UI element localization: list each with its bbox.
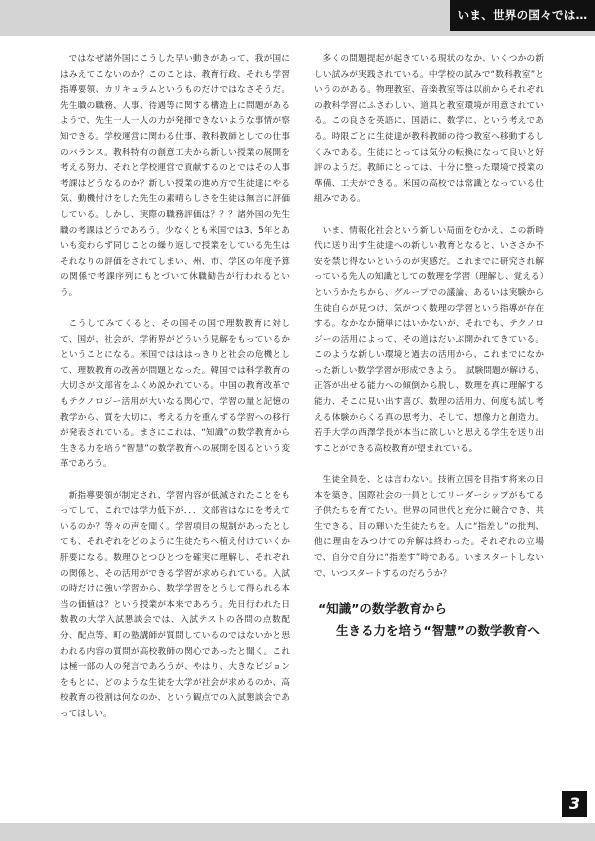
body-paragraph: こうしてみてくると、その国その国で理数教育に対して、国が、社会が、学術界がどういう見解をもっているかということになる。米国ではははっきりと社会の危機として、理数教育の改善が問題となった。韓国では科学教育の大切さが文部省をふくめ説かれている。中国の教育改革でもテクノロジー活用が大いなる関心で、学習の量と記憶の教学から、質を大切に、考える力を重んずる学習への移行が発表されている。まさにこれは、“知識”の数学教育から生きる力を培う“智慧”の数学教育への展開を図るという変革であろう。 xyxy=(60,319,290,470)
closing-heading-line2: 生きる力を培う“智慧”の数学教育へ xyxy=(336,623,540,639)
section-title-tab: いま、世界の国々では… xyxy=(450,0,595,31)
footer-band xyxy=(0,823,595,841)
closing-heading-line1: “知識”の数学教育から xyxy=(318,601,447,617)
body-paragraph: いま、情報化社会という新しい局面をむかえ、この新時代に送り出す生徒達への新しい教育となると、いささか不安を禁じ得ないというのが実感だ。これまでに研究され解っている先人の知識としての数理を学習（理解し、覚える）というかたちから、グループでの議論、あるいは実験から生徒自らが見つけ、気がつく数理の学習という指導が存在する。なかなか簡単にはいかないが、それでも、テクノロジーの活用によって、その道はだいぶ開かれてきている。このような新しい環境と過去の活用から、これまでになかった新しい数学学習が形成できよう。 試験問題が解ける、正答が出せる能力への傾倒から脱し、数理を真に理解する能力、そこに見い出す喜び、数理の活用力、何度も試し考える体験からくる真の思考力、そして、想像力と創造力。若手大学の西澤学長が本当に欲しいと思える学生を送り出すことができる高校教育が望まれている。 xyxy=(314,225,544,454)
body-paragraph: 多くの問題提起が起きている現状のなか、いくつかの新しい試みが実践されている。中学校の試みで“数科教室”というのがある。物理教室、音楽教室等は以前からそれぞれの教科学習にふさわしい、道具と教室環境が用意されている。この良さを英語に、国語に、数学に、という考えである。時限ごとに生徒達が教科教師の待つ教室へ移動するしくみである。生徒にとっては気分の転換になって良いと好評のようだ。教師にとっては、十分に整った環境で授業の準備、工夫ができる。米国の高校では常識となっている仕組みである。 xyxy=(314,54,544,205)
right-column xyxy=(314,52,544,642)
body-paragraph: ではなぜ諸外国にこうした早い動きがあって、我が国にはみえてこないのか？このことは、教育行政、それも学習指導要領、カリキュラムというものだけではなさそうだ。先生職の職務、人事、待遇等に関する構造上に問題があるようで、先生一人一人の力が発揮できないような事情が察知できる。学校運営に関わる仕事、教科教師としての仕事のバランス。教科特有の創意工夫から新しい授業の展開を考える努力、それと学校運営で貢献するのとではその人事考課はどうなるのか？新しい授業の進め方で生徒達にやる気、動機付けをした先生の素晴らしさを生徒は無言に評価している。しかし、実際の職務評価は？？？諸外国の先生職の考課はどうであろう。少なくとも米国では3、5年とあいも変わらず同じことの繰り返しで授業をしている先生はそれなりの評価をされてしまい、州、市、学区の年度予算の関係で考課序列にもとづいて休職勧告が行われるという。 xyxy=(60,54,290,298)
body-paragraph: 生徒全員を、とは言わない。技術立国を目指す将来の日本を築き、国際社会の一員としてリーダーシップがもてる子供たちを育てたい。世界の同世代と充分に競合でき、共生できる、目の輝いた生徒たちを。人に“指差し”の批判、他に理由をみつけての弁解は終わった。それぞれの立場で、自分で自分に“指差す”時である。いまスタートしないで、いつスタートするのだろうか？ xyxy=(314,475,544,579)
body-paragraph: 新指導要領が制定され、学習内容が低減されたことをもってして、これでは学力低下が．．．文部省はなにを考えているのか？等々の声を聞く。学習項目の規制があったとしても、それぞれをどのように生徒たちへ植え付けていくか肝要になる。数理ひとつひとつを確実に理解し、それぞれの関係と、その活用ができる学習が求められている。入試の時だけに強い学習から、数学学習をとうして得られる本当の価値は？という授業が本来であろう。先日行われた日数教の大学入試懇談会では、入試テストの各問の点数配分、配点等、町の塾講師が質問しているのではないかと思われる内容の質問が高校教師の関心であったと聞く。これは極一部の人の発言であろうが、やはり、大きなビジョンをもとに、どのような生徒を大学が社会が求めるのか、高校教育の役割は何なのか、という観点での入試懇談会であってほしい。 xyxy=(60,490,290,719)
page-number: 3 xyxy=(562,791,587,817)
left-column xyxy=(60,52,290,723)
closing-heading xyxy=(314,598,544,642)
